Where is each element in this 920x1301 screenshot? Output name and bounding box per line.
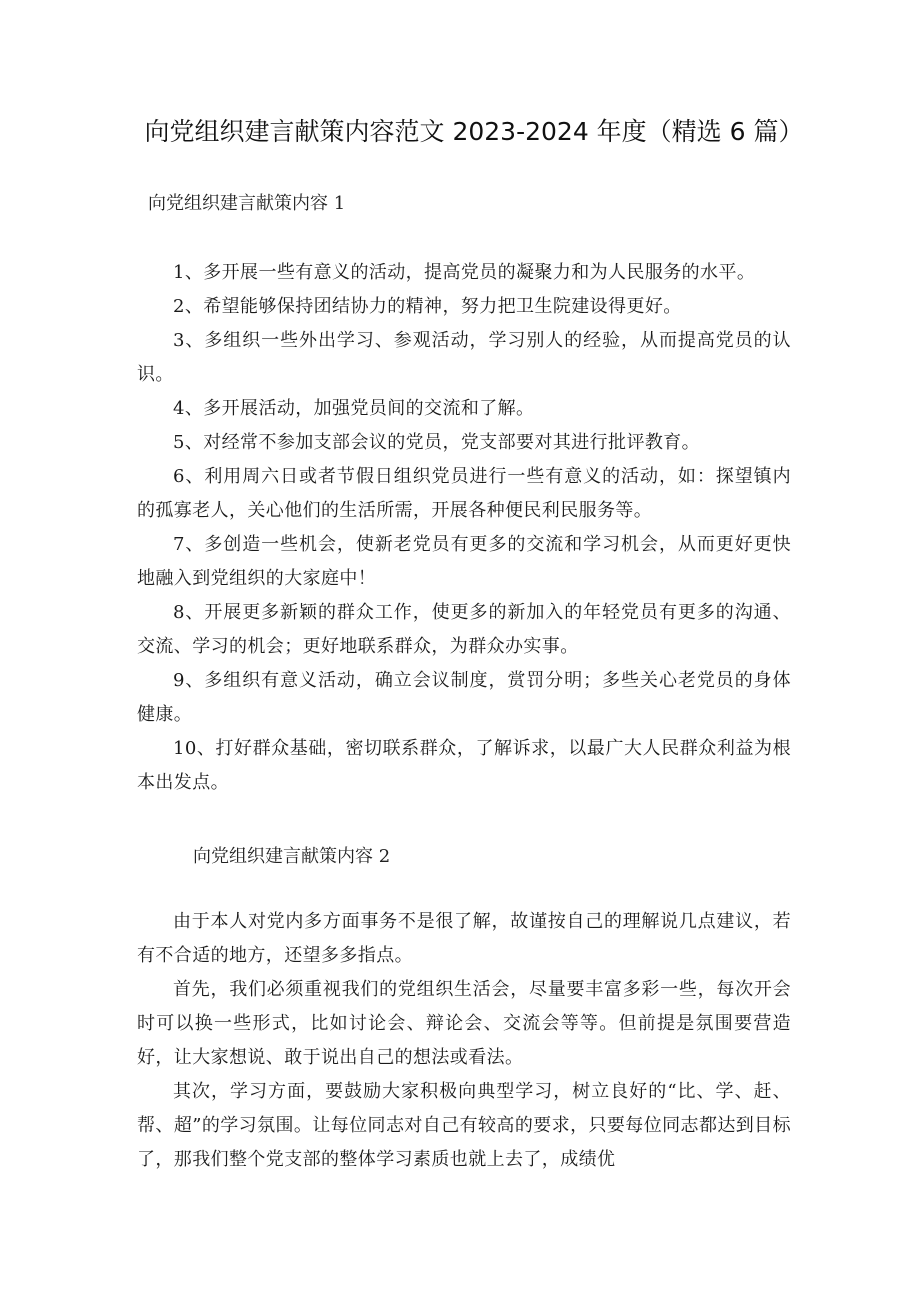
paragraph: 7、多创造一些机会，使新老党员有更多的交流和学习机会，从而更好更快地融入到党组织的大家庭中！ — [137, 534, 791, 589]
paragraph: 3、多组织一些外出学习、参观活动，学习别人的经验，从而提高党员的认识。 — [137, 330, 791, 385]
paragraph: 4、多开展活动，加强党员间的交流和了解。 — [173, 398, 535, 419]
section-heading-2: 向党组织建言献策内容 2 — [193, 846, 391, 867]
paragraph: 6、利用周六日或者节假日组织党员进行一些有意义的活动，如：探望镇内的孤寡老人，关心他们的生活所需，开展各种便民利民服务等。 — [137, 466, 791, 521]
paragraph: 其次，学习方面，要鼓励大家积极向典型学习，树立良好的“比、学、赶、帮、超”的学习氛围。让每位同志对自己有较高的要求，只要每位同志都达到目标了，那我们整个党支部的整体学习素质也就上去了，成绩优 — [137, 1081, 791, 1170]
paragraph: 首先，我们必须重视我们的党组织生活会，尽量要丰富多彩一些，每次开会时可以换一些形式，比如讨论会、辩论会、交流会等等。但前提是氛围要营造好，让大家想说、敢于说出自己的想法或看法。 — [137, 979, 791, 1068]
paragraph: 8、开展更多新颖的群众工作，使更多的新加入的年轻党员有更多的沟通、交流、学习的机会；更好地联系群众，为群众办实事。 — [137, 602, 791, 657]
document-title: 向党组织建言献策内容范文 2023-2024 年度（精选 6 篇） — [144, 117, 804, 146]
section-body-1 — [137, 256, 791, 800]
paragraph: 1、多开展一些有意义的活动，提高党员的凝聚力和为人民服务的水平。 — [173, 262, 756, 283]
paragraph: 由于本人对党内多方面事务不是很了解，故谨按自己的理解说几点建议，若有不合适的地方，还望多多指点。 — [137, 911, 791, 966]
section-heading-1: 向党组织建言献策内容 1 — [148, 193, 346, 214]
paragraph: 10、打好群众基础，密切联系群众，了解诉求，以最广大人民群众利益为根本出发点。 — [137, 738, 791, 793]
paragraph: 9、多组织有意义活动，确立会议制度，赏罚分明；多些关心老党员的身体健康。 — [137, 670, 791, 725]
section-body-2 — [137, 905, 791, 1177]
paragraph: 2、希望能够保持团结协力的精神，努力把卫生院建设得更好。 — [173, 296, 682, 317]
paragraph: 5、对经常不参加支部会议的党员，党支部要对其进行批评教育。 — [173, 432, 701, 453]
